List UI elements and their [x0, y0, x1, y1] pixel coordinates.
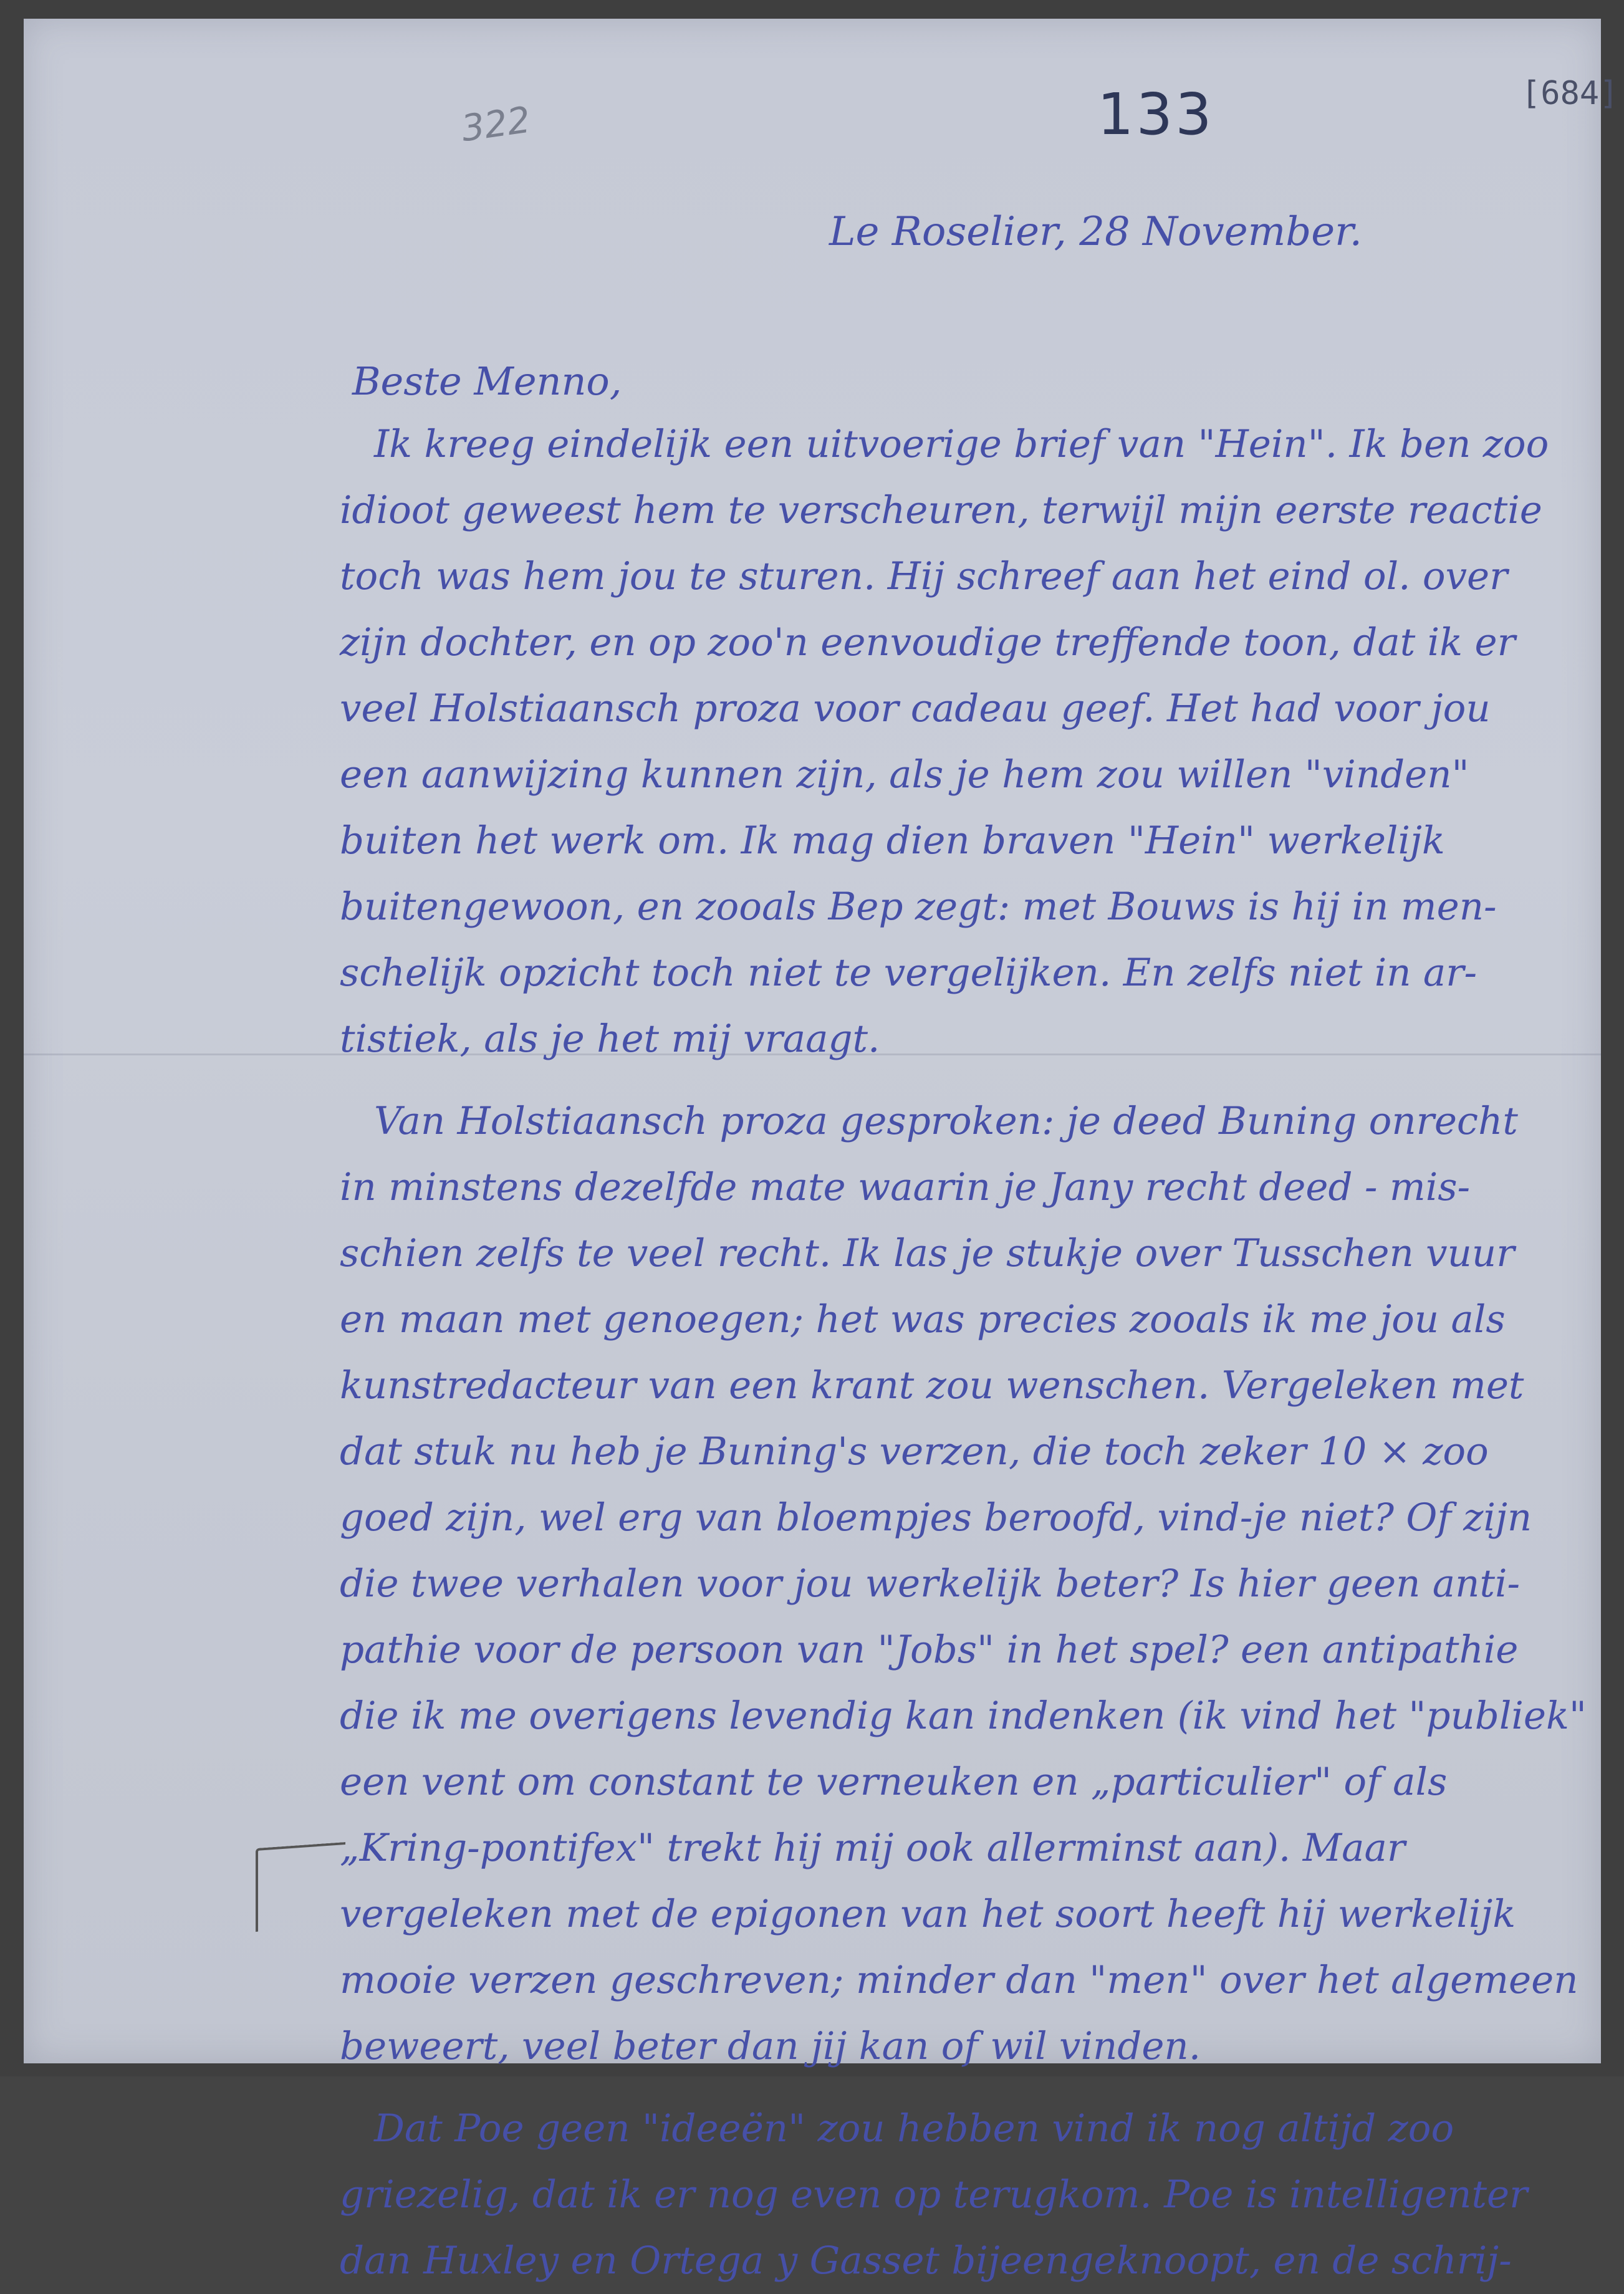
pencil-number: 322 — [458, 98, 533, 150]
text-line: toch was hem jou te sturen. Hij schreef aan het eind ol. over — [340, 554, 1508, 598]
text-line: Van Holstiaansch proza gesproken: je deed Buning onrecht — [374, 1099, 1518, 1143]
text-line: dat stuk nu heb je Buning's verzen, die toch zeker 10 × zoo — [340, 1429, 1489, 1474]
text-line: beweert, veel beter dan jij kan of wil vinden. — [340, 2024, 1201, 2068]
paragraph-gap — [340, 1072, 1580, 1088]
text-line: pathie voor de persoon van "Jobs" in het spel? een antipathie — [340, 1628, 1519, 1672]
text-line: schelijk opzicht toch niet te vergelijken. En zelfs niet in ar- — [340, 951, 1477, 995]
text-line: Dat Poe geen "ideeën" zou hebben vind ik nog altijd zoo — [374, 2106, 1454, 2151]
text-line: een aanwijzing kunnen zijn, als je hem zou willen "vinden" — [340, 752, 1469, 797]
text-line: dan Huxley en Ortega y Gasset bijeengeknoopt, en de schrij- — [340, 2239, 1512, 2283]
text-line: in minstens dezelfde mate waarin je Jany recht deed - mis- — [340, 1165, 1471, 1209]
letter-body — [340, 411, 1587, 2294]
text-line: die ik me overigens levendig kan indenken (ik vind het "publiek" — [340, 1694, 1587, 1738]
text-line: „Kring-pontifex" trekt hij mij ook allerminst aan). Maar — [340, 1826, 1406, 1870]
text-line: goed zijn, wel erg van bloempjes beroofd, vind-je niet? Of zijn — [340, 1495, 1532, 1540]
text-line: schien zelfs te veel recht. Ik las je stukje over Tusschen vuur — [340, 1231, 1515, 1275]
text-line: idioot geweest hem te verscheuren, terwijl mijn eerste reactie — [340, 488, 1542, 532]
text-line: vergeleken met de epigonen van het soort heeft hij werkelijk — [340, 1892, 1516, 1936]
paragraph-gap — [340, 2080, 1580, 2096]
text-line: zijn dochter, en op zoo'n eenvoudige treffende toon, dat ik er — [340, 620, 1516, 665]
dateline: Le Roselier, 28 November. — [829, 209, 1362, 255]
pencil-margin-bracket — [256, 1842, 345, 1932]
text-line: tistiek, als je het mij vraagt. — [340, 1017, 880, 1061]
text-line: die twee verhalen voor jou werkelijk beter? Is hier geen anti- — [340, 1562, 1521, 1606]
text-line: en maan met genoegen; het was precies zooals ik me jou als — [340, 1297, 1506, 1341]
text-line: buitengewoon, en zooals Bep zegt: met Bouws is hij in men- — [340, 885, 1497, 929]
text-line: buiten het werk om. Ik mag dien braven "Hein" werkelijk — [340, 818, 1445, 863]
archive-reference: [684] — [1521, 75, 1619, 112]
text-line: griezelig, dat ik er nog even op terugkom. Poe is intelligenter — [340, 2172, 1528, 2217]
salutation: Beste Menno, — [352, 358, 622, 404]
text-line: mooie verzen geschreven; minder dan "men" over het algemeen — [340, 1958, 1578, 2002]
text-line: kunstredacteur van een krant zou wenschen. Vergeleken met — [340, 1363, 1524, 1408]
text-line: veel Holstiaansch proza voor cadeau geef. Het had voor jou — [340, 686, 1491, 731]
page-number: 133 — [1097, 81, 1214, 148]
text-line: een vent om constant te verneuken en „particulier" of als — [340, 1760, 1448, 1804]
text-line: Ik kreeg eindelijk een uitvoerige brief van "Hein". Ik ben zoo — [374, 422, 1549, 466]
